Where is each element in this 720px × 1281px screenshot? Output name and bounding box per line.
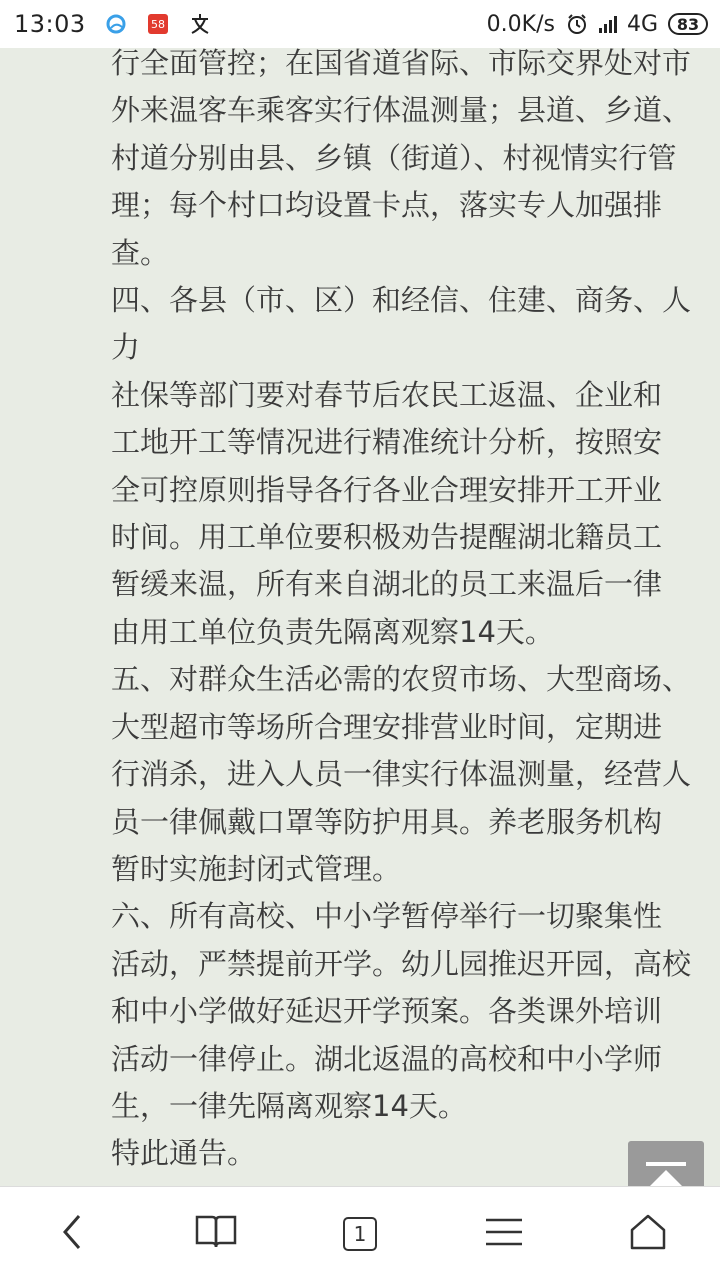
article-line: 员一律佩戴口罩等防护用具。养老服务机构 [111,804,663,839]
home-icon [628,1212,668,1256]
back-button[interactable] [32,1194,112,1274]
article-line: 时间。用工单位要积极劝告提醒湖北籍员工 [111,520,663,555]
article-line: 大型超市等场所合理安排营业时间，定期进 [111,709,663,744]
article-line: 暂时实施封闭式管理。 [111,851,402,886]
bookmarks-button[interactable] [176,1194,256,1274]
scroll-to-top-button[interactable] [628,1141,704,1188]
signal-icon [599,15,617,33]
article-line: 外来温客车乘客实行体温测量；县道、乡道、 [111,93,692,128]
network-type: 4G [626,11,658,37]
article-line: 全可控原则指导各行各业合理安排开工开业 [111,472,663,507]
article-line: 行消杀，进入人员一律实行体温测量，经营人 [111,757,692,792]
article-line: 暂缓来温，所有来自湖北的员工来温后一律 [111,567,663,602]
tabs-button[interactable] [320,1194,400,1274]
article-line: 活动，严禁提前开学。幼儿园推迟开园，高校 [111,946,692,981]
article-line: 工地开工等情况进行精准统计分析，按照安 [111,425,663,460]
cloud-icon [104,12,128,36]
article-line: 生，一律先隔离观察14天。 [111,1088,467,1123]
article-line: 查。 [111,235,170,270]
tab-count: 1 [353,1222,367,1246]
battery-level: 83 [676,14,700,34]
tabs-icon [343,1217,377,1251]
article-line: 六、所有高校、中小学暂停举行一切聚集性 [111,899,663,934]
article-line: 特此通告。 [111,1136,257,1171]
home-button[interactable] [608,1194,688,1274]
status-bar [0,0,720,48]
text-icon [188,12,212,36]
bookmarks-icon [194,1213,238,1255]
article-view[interactable] [0,48,720,1188]
article-body [111,48,701,1178]
menu-icon [484,1216,524,1252]
status-time: 13:03 [14,10,86,38]
alarm-icon [565,12,589,36]
net-speed: 0.0K/s [486,11,555,37]
scroll-top-icon [644,1160,688,1188]
back-icon [57,1212,87,1256]
bottom-navigation [0,1186,720,1281]
menu-button[interactable] [464,1194,544,1274]
battery-icon [668,13,708,35]
article-line: 社保等部门要对春节后农民工返温、企业和 [111,377,663,412]
article-line: 五、对群众生活必需的农贸市场、大型商场、 [111,662,692,697]
app-badge-icon [146,12,170,36]
article-line: 村道分别由县、乡镇（街道）、村视情实行管 [111,140,677,175]
article-line: 理；每个村口均设置卡点，落实专人加强排 [111,188,663,223]
article-line: 行全面管控；在国省道省际、市际交界处对市 [111,48,692,80]
article-line: 四、各县（市、区）和经信、住建、商务、人力 [111,283,692,365]
article-line: 和中小学做好延迟开学预案。各类课外培训 [111,994,663,1029]
svg-text:58: 58 [150,18,165,31]
article-line: 活动一律停止。湖北返温的高校和中小学师 [111,1041,663,1076]
article-line: 由用工单位负责先隔离观察14天。 [111,614,554,649]
